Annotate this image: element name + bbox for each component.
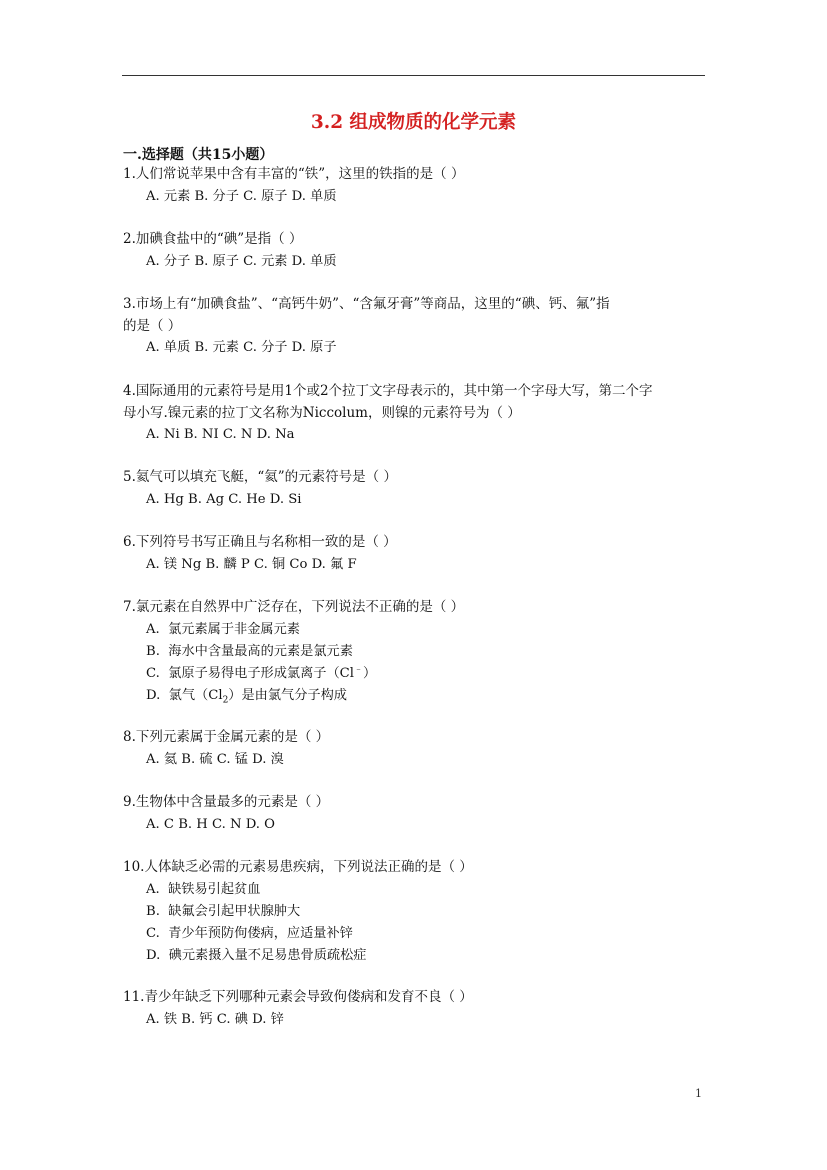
question-10-text: 10.人体缺乏必需的元素易患疾病，下列说法正确的是（ ）	[123, 859, 473, 875]
charge-superscript: ﹣	[353, 664, 363, 675]
question-7-option-d-text: D. 氯气（Cl	[146, 687, 223, 703]
question-3-options: A. 单质 B. 元素 C. 分子 D. 原子	[146, 340, 337, 355]
question-3	[123, 294, 708, 359]
question-1-text: 1.人们常说苹果中含有丰富的“铁”，这里的铁指的是（ ）	[123, 166, 465, 182]
question-7-option-d-rest: ）是由氯气分子构成	[228, 687, 347, 703]
question-4-line1: 4.国际通用的元素符号是用1个或2个拉丁文字母表示的，其中第一个字母大写，第二个字	[123, 383, 653, 399]
question-10	[123, 857, 708, 967]
question-11-options: A. 铁 B. 钙 C. 碘 D. 锌	[146, 1011, 284, 1027]
question-6	[123, 532, 708, 576]
question-7	[123, 597, 708, 707]
question-9	[123, 792, 708, 836]
section-heading: 一.选择题（共15小题）	[123, 147, 274, 163]
question-8-options: A. 氦 B. 硫 C. 锰 D. 溴	[146, 751, 284, 767]
question-11-text: 11.青少年缺乏下列哪种元素会导致佝偻病和发育不良（ ）	[123, 989, 473, 1005]
question-7-text: 7.氯元素在自然界中广泛存在，下列说法不正确的是（ ）	[123, 599, 465, 615]
question-5-text: 5.氦气可以填充飞艇，“氦”的元素符号是（ ）	[123, 469, 397, 485]
subscript-2: 2	[222, 695, 229, 706]
question-8-text: 8.下列元素属于金属元素的是（ ）	[123, 729, 330, 745]
question-9-text: 9.生物体中含量最多的元素是（ ）	[123, 794, 330, 810]
question-7-option-a: A. 氯元素属于非金属元素	[146, 621, 300, 637]
question-2-options: A. 分子 B. 原子 C. 元素 D. 单质	[146, 253, 337, 269]
question-10-option-c: C. 青少年预防佝偻病，应适量补锌	[146, 925, 353, 941]
question-6-options: A. 镁 Ng B. 麟 P C. 铜 Co D. 氟 F	[146, 556, 357, 572]
question-7-option-c-close: ）	[362, 665, 377, 681]
question-6-text: 6.下列符号书写正确且与名称相一致的是（ ）	[123, 534, 397, 550]
question-7-option-c-text: C. 氯原子易得电子形成氯离子（Cl	[146, 665, 354, 681]
document-title: 3.2 组成物质的化学元素	[310, 112, 517, 133]
question-4-line2: 母小写.镍元素的拉丁文名称为Niccolum，则镍的元素符号为（ ）	[123, 404, 521, 421]
question-2	[123, 229, 708, 273]
question-5	[123, 467, 708, 511]
header-rule	[122, 75, 705, 76]
question-2-text: 2.加碘食盐中的“碘”是指（ ）	[123, 231, 303, 247]
question-8	[123, 727, 708, 771]
question-5-options: A. Hg B. Ag C. He D. Si	[146, 491, 302, 507]
question-3-line2: 的是（ ）	[123, 317, 182, 334]
question-4	[123, 381, 708, 446]
question-7-option-d	[123, 685, 708, 707]
page-number: 1	[695, 1087, 702, 1100]
question-10-option-a: A. 缺铁易引起贫血	[146, 881, 261, 897]
question-11	[123, 987, 708, 1031]
question-7-option-b: B. 海水中含量最高的元素是氯元素	[146, 643, 353, 659]
question-10-option-b: B. 缺氟会引起甲状腺肿大	[146, 903, 301, 919]
question-1	[123, 164, 708, 208]
question-1-options: A. 元素 B. 分子 C. 原子 D. 单质	[146, 188, 337, 204]
question-4-options: A. Ni B. NI C. N D. Na	[146, 427, 295, 442]
question-10-option-d: D. 碘元素摄入量不足易患骨质疏松症	[146, 947, 367, 963]
question-3-line1: 3.市场上有“加碘食盐”、“高钙牛奶”、“含氟牙膏”等商品，这里的“碘、钙、氟”指	[123, 296, 610, 312]
question-9-options: A. C B. H C. N D. O	[146, 816, 275, 832]
question-7-option-c	[123, 663, 708, 685]
